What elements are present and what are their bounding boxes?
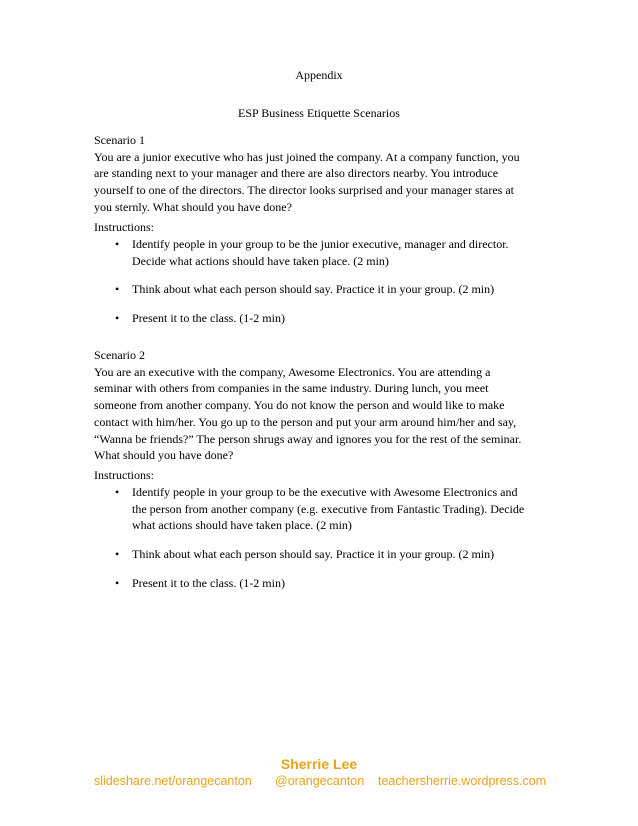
list-item <box>94 546 546 563</box>
paragraph-line: are standing next to your manager and there are also directors nearby. You introduce <box>94 166 499 181</box>
paragraph-line: contact with him/her. You go up to the person and put your arm around him/her and say, <box>94 414 517 429</box>
list-item-line: Present it to the class. (1-2 min) <box>132 311 285 326</box>
footer-author-name: Sherrie Lee <box>280 756 358 772</box>
footer-link-blog[interactable]: teachersherrie.wordpress.com <box>378 774 547 788</box>
list-item <box>94 310 546 327</box>
list-item-line: Decide what actions should have taken place. (2 min) <box>132 253 389 268</box>
list-item <box>94 484 546 534</box>
scenario-1-instructions <box>94 236 546 339</box>
bullet-icon: • <box>115 575 120 590</box>
bullet-icon: • <box>115 311 120 326</box>
scenario-1-block <box>94 132 546 216</box>
paragraph-line: You are an executive with the company, Awesome Electronics. You are attending a <box>94 364 491 379</box>
page-title: Appendix <box>295 68 343 82</box>
paragraph-line: seminar with others from companies in the same industry. During lunch, you meet <box>94 381 489 396</box>
page-subtitle: ESP Business Etiquette Scenarios <box>238 106 400 120</box>
footer-link-twitter[interactable]: @orangecanton <box>275 774 365 788</box>
instructions-label: Instructions: <box>94 468 154 482</box>
list-item <box>94 575 546 592</box>
paragraph-line: “Wanna be friends?” The person shrugs away and ignores you for the rest of the seminar. <box>94 431 522 446</box>
paragraph-line: yourself to one of the directors. The director looks surprised and your manager stares at <box>94 183 514 198</box>
scenario-2-block <box>94 347 546 464</box>
bullet-icon: • <box>115 237 120 251</box>
scenario-heading: Scenario 1 <box>94 133 145 147</box>
list-item-line: Identify people in your group to be the junior executive, manager and director. <box>132 237 509 251</box>
list-item <box>94 236 546 269</box>
paragraph-line: you sternly. What should you have done? <box>94 199 292 214</box>
paragraph-line: You are a junior executive who has just joined the company. At a company function, you <box>94 149 520 164</box>
scenario-heading: Scenario 2 <box>94 348 145 362</box>
list-item-line: Present it to the class. (1-2 min) <box>132 575 285 590</box>
bullet-icon: • <box>115 282 120 297</box>
instructions-label: Instructions: <box>94 220 154 234</box>
list-item-line: Think about what each person should say. Practice it in your group. (2 min) <box>132 282 495 297</box>
bullet-icon: • <box>115 547 120 562</box>
scenario-2-instructions <box>94 484 546 604</box>
list-item-line: Identify people in your group to be the executive with Awesome Electronics and <box>132 485 518 499</box>
paragraph-line: someone from another company. You do not know the person and would like to make <box>94 398 505 413</box>
list-item-line: the person from another company (e.g. executive from Fantastic Trading). Decide <box>132 501 525 516</box>
list-item-line: what actions should have taken place. (2 min) <box>132 518 352 533</box>
bullet-icon: • <box>115 485 120 499</box>
list-item <box>94 281 546 298</box>
list-item-line: Think about what each person should say. Practice it in your group. (2 min) <box>132 547 495 562</box>
footer-link-slideshare[interactable]: slideshare.net/orangecanton <box>94 774 252 788</box>
paragraph-line: What should you have done? <box>94 448 234 463</box>
